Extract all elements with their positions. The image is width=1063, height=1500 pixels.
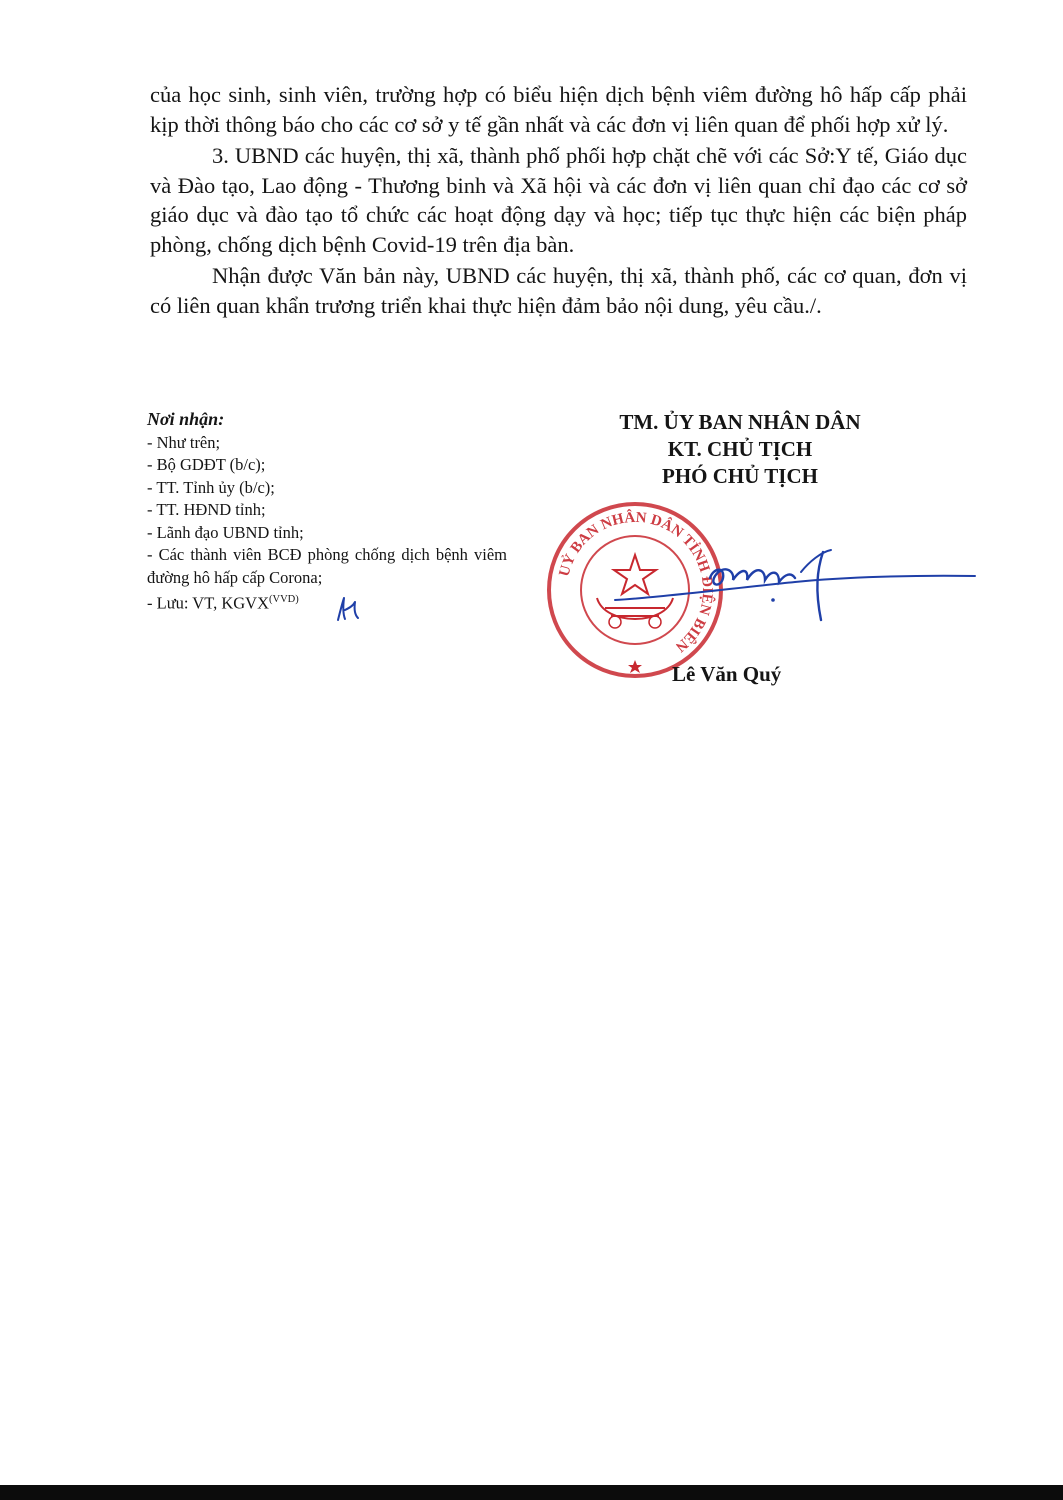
recipients-list (147, 432, 507, 616)
recipient-item: - Bộ GDĐT (b/c); (147, 455, 266, 474)
body-paragraph-item-3: 3. UBND các huyện, thị xã, thành phố phối hợp chặt chẽ với các Sở:Y tế, Giáo dục và Đào tạo, Lao động - Thương binh và Xã hội và các đơn vị liên quan chỉ đạo các cơ sở giáo dục và đào tạo tổ chức các hoạt động dạy và học; tiếp tục thực hiện các biện pháp phòng, chống dịch bệnh Covid-19 trên địa bàn. (150, 143, 967, 257)
archive-superscript: (VVD) (269, 594, 299, 605)
recipient-item: - TT. HĐND tỉnh; (147, 500, 266, 519)
signature-title-line1: TM. ỦY BAN NHÂN DÂN (619, 410, 861, 434)
recipient-item: - TT. Tỉnh ủy (b/c); (147, 477, 275, 497)
signature-title-line2: KT. CHỦ TỊCH (667, 437, 813, 461)
scan-border-bottom (0, 1485, 1063, 1500)
document-body (150, 80, 967, 322)
recipients-heading: Nơi nhận: (147, 409, 225, 429)
handwritten-signature (595, 540, 980, 630)
recipients-block (147, 408, 507, 615)
signer-name: Lê Văn Quý (672, 662, 782, 686)
signature-block (585, 409, 895, 490)
recipient-item: - Các thành viên BCĐ phòng chống dịch bệnh viêm đường hô hấp cấp Corona; (147, 545, 507, 587)
archive-label: - Lưu: VT, KGVX (147, 593, 269, 613)
body-paragraph-closing: Nhận được Văn bản này, UBND các huyện, thị xã, thành phố, các cơ quan, đơn vị có liên quan khẩn trương triển khai thực hiện đảm bảo nội dung, yêu cầu./. (150, 263, 967, 318)
initial-signature (333, 592, 363, 624)
signature-title-line3: PHÓ CHỦ TỊCH (662, 464, 818, 488)
recipient-item: - Lãnh đạo UBND tỉnh; (147, 522, 304, 542)
recipient-item-archive (147, 589, 507, 615)
recipient-item: - Như trên; (147, 432, 221, 452)
body-paragraph-continuation: của học sinh, sinh viên, trường hợp có biểu hiện dịch bệnh viêm đường hô hấp cấp phải kịp thời thông báo cho các cơ sở y tế gần nhất và các đơn vị liên quan để phối hợp xử lý. (150, 82, 967, 137)
svg-text:UỶ BAN NHÂN DÂN TỈNH ĐIỆN BIÊN: UỶ BAN NHÂN DÂN TỈNH ĐIỆN BIÊN (556, 509, 716, 655)
